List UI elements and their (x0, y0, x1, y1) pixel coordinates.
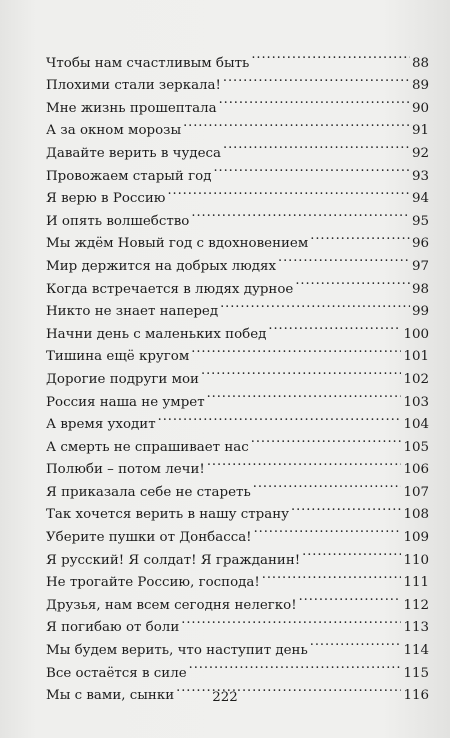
toc-entry-page: 106 (403, 462, 429, 478)
toc-dot-leader (191, 338, 401, 361)
toc-entry-title: Мир держится на добрых людях (46, 258, 277, 274)
toc-entry-title: Все остаётся в силе (46, 665, 187, 681)
toc-dot-leader (223, 67, 410, 90)
toc-entry-page: 107 (403, 484, 429, 500)
toc-entry-title: Россия наша не умрет (46, 394, 205, 410)
toc-entry-title: Так хочется верить в нашу страну (46, 507, 290, 523)
toc-entry-title: А смерть не спрашивает нас (46, 439, 249, 455)
toc-entry-page: 88 (411, 55, 429, 71)
toc-dot-leader (268, 315, 401, 338)
toc-entry-title: Провожаем старый год (46, 168, 212, 184)
toc-entry-title: А за окном морозы (46, 123, 182, 139)
toc-entry-page: 90 (411, 100, 429, 116)
toc-dot-leader (251, 44, 410, 67)
toc-entry-title: Уберите пушки от Донбасса! (46, 530, 252, 546)
toc-dot-leader (223, 134, 410, 157)
toc-entry-page: 89 (411, 78, 429, 94)
toc-entry-page: 102 (403, 371, 429, 387)
toc-entry-page: 109 (403, 530, 429, 546)
toc-entry-title: Мы с вами, сынки (46, 688, 175, 704)
toc-dot-leader (278, 247, 410, 270)
toc-entry-title: Мы будем верить, что наступит день (46, 643, 308, 659)
toc-entry-page: 110 (403, 552, 429, 568)
toc-dot-leader (253, 473, 402, 496)
toc-dot-leader (302, 541, 401, 564)
toc-entry-title: Мы ждём Новый год с вдохновением (46, 236, 309, 252)
toc-entry-page: 96 (411, 236, 429, 252)
toc-entry-title: Когда встречается в людях дурное (46, 281, 294, 297)
toc-entry-page: 112 (403, 597, 429, 613)
toc-entry-page: 113 (403, 620, 429, 636)
toc-dot-leader (207, 383, 402, 406)
toc-dot-leader (213, 157, 410, 180)
toc-dot-leader (220, 293, 410, 316)
toc-entry-page: 97 (411, 258, 429, 274)
toc-dot-leader (219, 89, 410, 112)
toc-dot-leader (181, 609, 401, 632)
toc-entry-title: Давайте верить в чудеса (46, 145, 222, 161)
toc-entry-page: 104 (403, 417, 429, 433)
toc-entry-page: 105 (403, 439, 429, 455)
toc-entry-title: Дорогие подруги мои (46, 371, 199, 387)
toc-entry-page: 101 (403, 349, 429, 365)
toc-entry-page: 114 (403, 643, 429, 659)
toc-entry-page: 94 (411, 191, 429, 207)
toc-entry-page: 116 (403, 688, 429, 704)
toc-dot-leader (167, 180, 409, 203)
toc-dot-leader (158, 406, 402, 429)
toc-entry-page: 98 (411, 281, 429, 297)
toc-dot-leader (189, 654, 402, 677)
toc-entry-title: Я погибаю от боли (46, 620, 180, 636)
toc-entry-page: 100 (403, 326, 429, 342)
toc-entry-title: Я верю в Россию (46, 191, 166, 207)
toc-dot-leader (201, 360, 401, 383)
toc-dot-leader (254, 518, 402, 541)
toc-dot-leader (207, 451, 402, 474)
toc-entry-page: 93 (411, 168, 429, 184)
toc-entry-title: Я приказала себе не стареть (46, 484, 251, 500)
toc-dot-leader (291, 496, 401, 519)
toc-entry-title: Плохими стали зеркала! (46, 78, 221, 94)
toc-dot-leader (183, 112, 410, 135)
table-of-contents (46, 44, 429, 704)
toc-dot-leader (251, 428, 402, 451)
toc-entry-title: Полюби – потом лечи! (46, 462, 205, 478)
toc-entry-page: 95 (411, 213, 429, 229)
toc-entry-title: Никто не знает наперед (46, 304, 219, 320)
toc-dot-leader (262, 564, 402, 587)
toc-entry-title: Друзья, нам всем сегодня нелегко! (46, 597, 297, 613)
toc-dot-leader (191, 202, 410, 225)
toc-entry-title: Чтобы нам счастливым быть (46, 55, 250, 71)
toc-dot-leader (299, 586, 402, 609)
toc-entry-page: 108 (403, 507, 429, 523)
toc-entry-title: Мне жизнь прошептала (46, 100, 217, 116)
toc-entry-page: 92 (411, 145, 429, 161)
toc-entry-page: 115 (403, 665, 429, 681)
toc-dot-leader (295, 270, 410, 293)
toc-entry-title: Начни день с маленьких побед (46, 326, 267, 342)
toc-entry-title: И опять волшебство (46, 213, 190, 229)
toc-entry (46, 44, 429, 71)
toc-dot-leader (310, 225, 410, 248)
toc-entry-page: 111 (403, 575, 429, 591)
page-number: 222 (212, 690, 238, 705)
toc-entry-page: 99 (411, 304, 429, 320)
toc-entry-title: Тишина ещё кругом (46, 349, 190, 365)
toc-entry-title: Не трогайте Россию, господа! (46, 575, 260, 591)
toc-entry-page: 103 (403, 394, 429, 410)
toc-dot-leader (310, 631, 402, 654)
toc-entry-title: Я русский! Я солдат! Я гражданин! (46, 552, 301, 568)
toc-entry-title: А время уходит (46, 417, 156, 433)
toc-entry-page: 91 (411, 123, 429, 139)
